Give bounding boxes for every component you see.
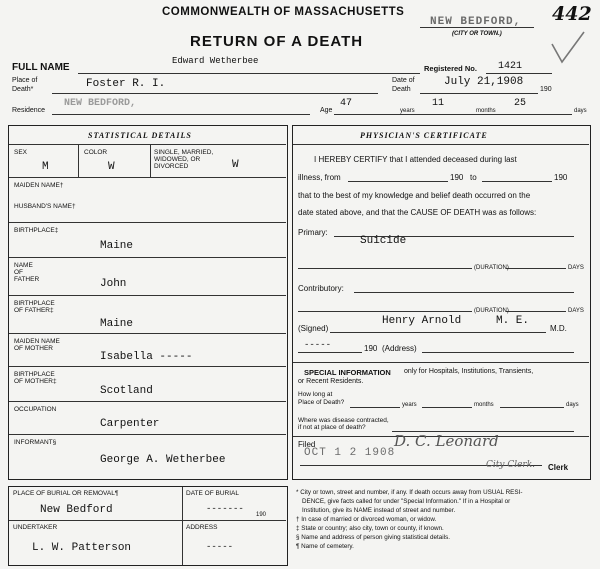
howlong-years-label: years (402, 402, 417, 408)
date-death-label: Death (392, 86, 411, 93)
mother-birthplace-label-2: OF MOTHER‡ (14, 378, 57, 385)
city-caption: (CITY OR TOWN.) (452, 31, 502, 37)
father-name-label-3: FATHER (14, 276, 40, 283)
filed-label: Filed (298, 440, 316, 449)
date-of-label: Date of (392, 77, 415, 84)
primary-label: Primary: (298, 228, 328, 237)
certify-line-2b: 190 (450, 173, 464, 182)
mother-birthplace-value: Scotland (100, 385, 153, 397)
place-of-death-value: Foster R. I. (86, 78, 166, 90)
full-name-label: FULL NAME (12, 62, 70, 73)
marital-label-2: WIDOWED, OR (154, 156, 201, 163)
burial-place-value: New Bedford (40, 504, 113, 516)
undertaker-address-label: ADDRESS (186, 524, 218, 531)
undertaker-value: L. W. Patterson (32, 542, 132, 554)
registered-number: 1421 (498, 61, 523, 72)
mother-name-value: Isabella ----- (100, 351, 193, 363)
certify-line-1: I HEREBY CERTIFY that I attended deceased during last (314, 155, 517, 164)
howlong-days-label: days (566, 402, 579, 408)
footnote-2: DENCE, give facts called for under "Special Information." If in a Hospital or (302, 498, 511, 505)
full-name-value: Edward Wetherbee (172, 56, 259, 66)
year-suffix: 190 (540, 86, 552, 93)
address-year: 190 (364, 344, 378, 353)
howlong-label-2: Place of Death? (298, 399, 345, 406)
special-heading-rest-2: or Recent Residents. (298, 378, 364, 385)
certify-line-2c: to (470, 173, 477, 182)
footnote-7: ¶ Name of cemetery. (296, 543, 354, 550)
age-days-value: 25 (514, 98, 527, 109)
contributory-days-label: DAYS (568, 308, 584, 314)
birthplace-label: BIRTHPLACE‡ (14, 227, 59, 234)
registered-label: Registered No. (424, 64, 477, 73)
where-label-2: if not at place of death? (298, 424, 366, 431)
state-heading: COMMONWEALTH OF MASSACHUSETTS (162, 6, 405, 18)
father-birthplace-value: Maine (100, 318, 134, 330)
footnote-1: * City or town, street and number, if any. If death occurs away from USUAL RESI- (296, 489, 523, 496)
city-clerk-stamp: City Clerk. (486, 460, 536, 470)
filed-date-stamp: OCT 1 2 1908 (304, 447, 396, 459)
checkmark-icon (548, 28, 588, 68)
mother-birthplace-label-1: BIRTHPLACE (14, 371, 55, 378)
howlong-label-1: How long at (298, 391, 333, 398)
certify-line-3: that to the best of my knowledge and belief death occurred on the (298, 191, 531, 200)
months-label: months (476, 108, 496, 114)
degree-value: M. E. (496, 315, 530, 327)
primary-days-label: DAYS (568, 265, 584, 271)
burial-place-label: PLACE OF BURIAL OR REMOVAL¶ (13, 490, 119, 497)
contributory-label: Contributory: (298, 284, 344, 293)
marital-label-3: DIVORCED (154, 163, 189, 170)
age-label: Age (320, 107, 333, 114)
father-name-label-2: OF (14, 269, 24, 276)
informant-label: INFORMANT§ (14, 439, 57, 446)
undertaker-label: UNDERTAKER (13, 524, 58, 531)
burial-date-label: DATE OF BURIAL (186, 490, 239, 497)
address-label: (Address) (382, 344, 417, 353)
occupation-value: Carpenter (100, 418, 160, 430)
husband-name-label: HUSBAND'S NAME† (14, 203, 76, 210)
footnote-5: ‡ State or country; also city, town or county, if known. (296, 525, 444, 532)
special-heading-rest: only for Hospitals, Institutions, Transients, (404, 368, 534, 375)
footnote-6: § Name and address of person giving statistical details. (296, 534, 451, 541)
footnote-4: † In case of married or divorced woman, or widow. (296, 516, 437, 523)
certify-line-4: date stated above, and that the CAUSE OF DEATH was as follows: (298, 208, 537, 217)
birthplace-value: Maine (100, 240, 134, 252)
burial-date-dashes: ------- (206, 504, 244, 514)
where-label-1: Where was disease contracted, (298, 417, 389, 424)
residence-label: Residence (12, 107, 46, 114)
address-dashes: ----- (304, 340, 332, 350)
city-stamp: NEW BEDFORD, (430, 16, 522, 28)
father-birthplace-label-1: BIRTHPLACE (14, 300, 55, 307)
days-label: days (574, 108, 587, 114)
special-heading: SPECIAL INFORMATION (304, 368, 391, 377)
clerk-signature: D. C. Leonard (394, 432, 499, 450)
maiden-name-label: MAIDEN NAME† (14, 182, 64, 189)
undertaker-address-value: ----- (206, 542, 234, 552)
occupation-label: OCCUPATION (14, 406, 57, 413)
color-label: COLOR (84, 149, 108, 156)
years-label: years (400, 108, 415, 114)
sex-label: SEX (14, 149, 28, 156)
marital-value: W (232, 159, 239, 171)
md-label: M.D. (550, 324, 567, 333)
certify-line-2d: 190 (554, 173, 568, 182)
signed-label: (Signed) (298, 324, 329, 333)
residence-value: NEW BEDFORD, (64, 98, 137, 109)
physician-title: PHYSICIAN'S CERTIFICATE (360, 131, 488, 140)
sex-value: M (42, 161, 49, 173)
record-number: 442 (552, 3, 592, 25)
howlong-months-label: months (474, 402, 494, 408)
marital-label-1: SINGLE, MARRIED, (154, 149, 214, 156)
death-label: Death* (12, 86, 34, 93)
place-of-label: Place of (12, 77, 38, 84)
informant-value: George A. Wetherbee (100, 454, 226, 466)
footnotes (296, 488, 522, 551)
mother-name-label-2: OF MOTHER (14, 345, 53, 352)
age-months-value: 11 (432, 98, 445, 109)
clerk-label: Clerk (548, 463, 569, 472)
age-years-value: 47 (340, 98, 353, 109)
footnote-3: Institution, give its NAME instead of street and number. (302, 507, 456, 514)
burial-date-year: 190 (256, 512, 267, 518)
date-of-death-value: July 21,1908 (444, 76, 524, 88)
father-name-label-1: NAME (14, 262, 33, 269)
primary-duration-label: (DURATION) (474, 265, 509, 271)
signed-value: Henry Arnold (382, 315, 462, 327)
father-name-value: John (100, 278, 127, 290)
statistical-title: STATISTICAL DETAILS (88, 131, 192, 140)
form-title: RETURN OF A DEATH (190, 33, 364, 50)
color-value: W (108, 161, 115, 173)
certify-line-2a: illness, from (298, 173, 341, 182)
father-birthplace-label-2: OF FATHER‡ (14, 307, 54, 314)
contributory-duration-label: (DURATION) (474, 308, 509, 314)
primary-cause-value: Suicide (360, 235, 407, 247)
mother-name-label-1: MAIDEN NAME (14, 338, 60, 345)
